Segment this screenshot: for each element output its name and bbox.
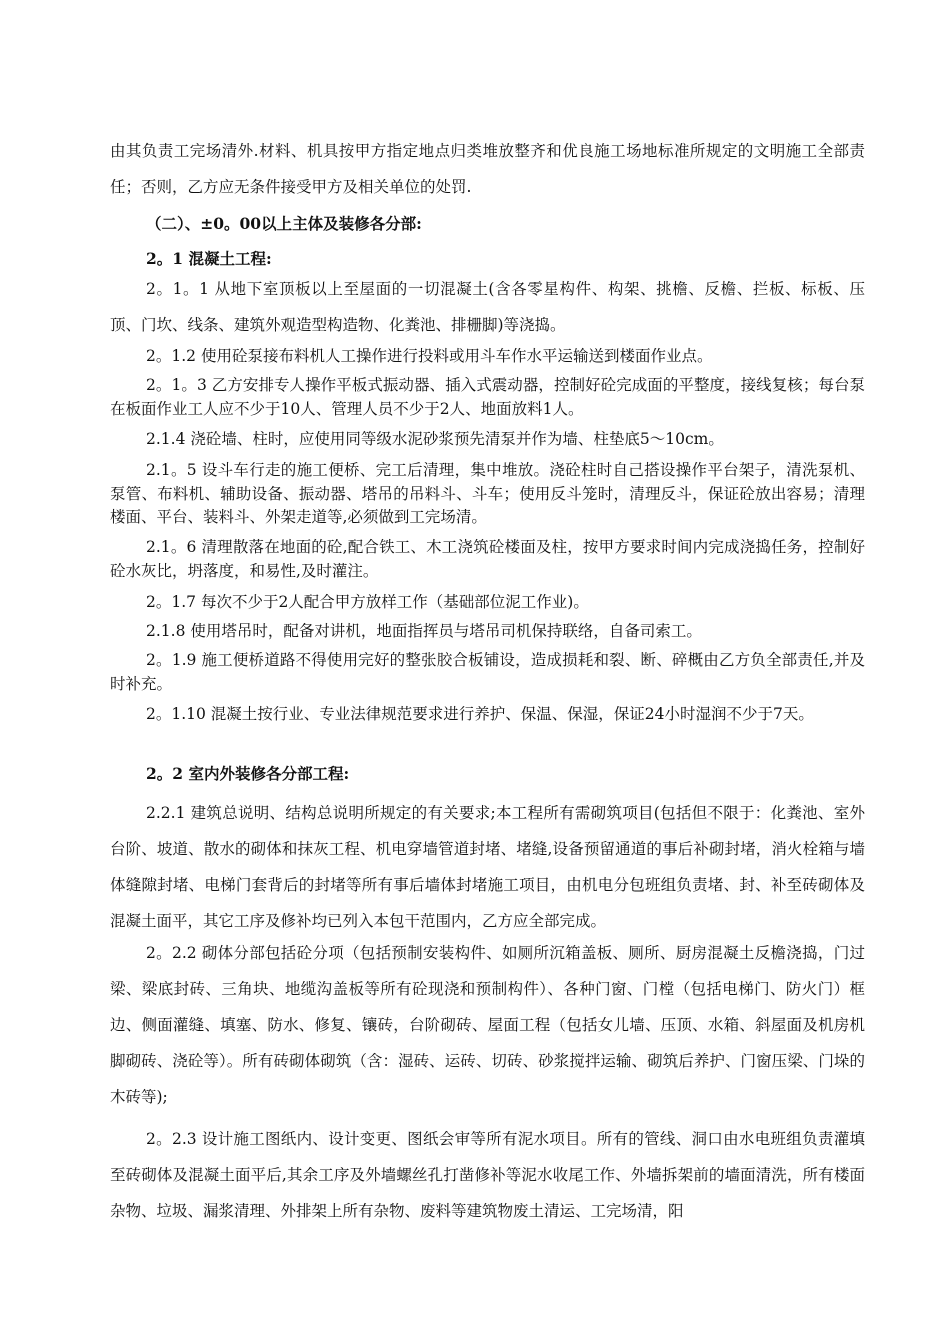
clause-2-1-8: 2.1.8 使用塔吊时，配备对讲机，地面指挥员与塔吊司机保持联络，自备司索工。 bbox=[146, 622, 702, 640]
clause-2-1-4: 2.1.4 浇砼墙、柱时，应使用同等级水泥砂浆预先清泵并作为墙、柱垫底5～10cm。 bbox=[146, 430, 724, 448]
subsection-heading-2-1: 2。1 混凝土工程: bbox=[146, 249, 272, 268]
subsection-heading-2-2: 2。2 室内外装修各分部工程: bbox=[146, 764, 350, 783]
clause-2-1-2: 2。1.2 使用砼泵接布料机人工操作进行投料或用斗车作水平运输送到楼面作业点。 bbox=[146, 347, 713, 365]
clause-2-2-1: 2.2.1 建筑总说明、结构总说明所规定的有关要求;本工程所有需砌筑项目(包括但不限于：化粪池、室外台阶、坡道、散水的砌体和抹灰工程、机电穿墙管道封堵、堵缝,设备预留通道的事后补砌封堵，消火栓箱与墙体缝隙封堵、电梯门套背后的封堵等所有事后墙体封堵施工项目，由机电分包班组负责堵、封、补至砖砌体及混凝土面平，其它工序及修补均已列入本包干范围内，乙方应全部完成。 bbox=[110, 804, 865, 930]
clause-2-1-10: 2。1.10 混凝土按行业、专业法律规范要求进行养护、保温、保湿，保证24小时湿润不少于7天。 bbox=[146, 705, 814, 723]
section-heading-2: （二）、±0。00以上主体及装修各分部: bbox=[146, 214, 422, 233]
clause-2-2-2: 2。2.2 砌体分部包括砼分项（包括预制安装构件、如厕所沉箱盖板、厕所、厨房混凝土反檐浇捣，门过梁、梁底封砖、三角块、地缆沟盖板等所有砼现浇和预制构件）、各种门窗、门樘（包括电梯门、防火门）框边、侧面灌缝、填塞、防水、修复、镶砖，台阶砌砖、屋面工程（包括女儿墙、压顶、水箱、斜屋面及机房机脚砌砖、浇砼等）。所有砖砌体砌筑（含：湿砖、运砖、切砖、砂浆搅拌运输、砌筑后养护、门窗压梁、门垛的木砖等); bbox=[110, 944, 865, 1106]
clause-2-1-5: 2.1。5 设斗车行走的施工便桥、完工后清理，集中堆放。浇砼柱时自己搭设操作平台架子，清洗泵机、泵管、布料机、辅助设备、振动器、塔吊的吊料斗、斗车；使用反斗笼时，清理反斗，保证砼放出容易；清理楼面、平台、装料斗、外架走道等,必须做到工完场清。 bbox=[110, 461, 865, 526]
clause-2-1-9: 2。1.9 施工便桥道路不得使用完好的整张胶合板铺设，造成损耗和裂、断、碎概由乙方负全部责任,并及时补充。 bbox=[110, 651, 865, 693]
clause-2-1-6: 2.1。6 清理散落在地面的砼,配合铁工、木工浇筑砼楼面及柱，按甲方要求时间内完成浇捣任务，控制好砼水灰比，坍落度，和易性,及时灌注。 bbox=[110, 538, 865, 580]
clause-2-1-7: 2。1.7 每次不少于2人配合甲方放样工作（基础部位泥工作业)。 bbox=[146, 593, 589, 611]
clause-2-1-3: 2。1。3 乙方安排专人操作平板式振动器、插入式震动器，控制好砼完成面的平整度，接线复核；每台泵在板面作业工人应不少于10人、管理人员不少于2人、地面放料1人。 bbox=[110, 376, 865, 418]
paragraph-intro: 由其负责工完场清外.材料、机具按甲方指定地点归类堆放整齐和优良施工场地标准所规定的文明施工全部责任；否则，乙方应无条件接受甲方及相关单位的处罚. bbox=[110, 142, 865, 196]
clause-2-2-3: 2。2.3 设计施工图纸内、设计变更、图纸会审等所有泥水项目。所有的管线、洞口由水电班组负责灌填至砖砌体及混凝土面平后,其余工序及外墙螺丝孔打凿修补等泥水收尾工作、外墙拆架前的墙面清洗，所有楼面杂物、垃圾、漏浆清理、外排架上所有杂物、废料等建筑物废土清运、工完场清，阳 bbox=[110, 1130, 865, 1220]
clause-2-1-1: 2。1。1 从地下室顶板以上至屋面的一切混凝土(含各零星构件、构架、挑檐、反檐、拦板、标板、压顶、门坎、线条、建筑外观造型构造物、化粪池、排栅脚)等浇捣。 bbox=[110, 280, 865, 334]
